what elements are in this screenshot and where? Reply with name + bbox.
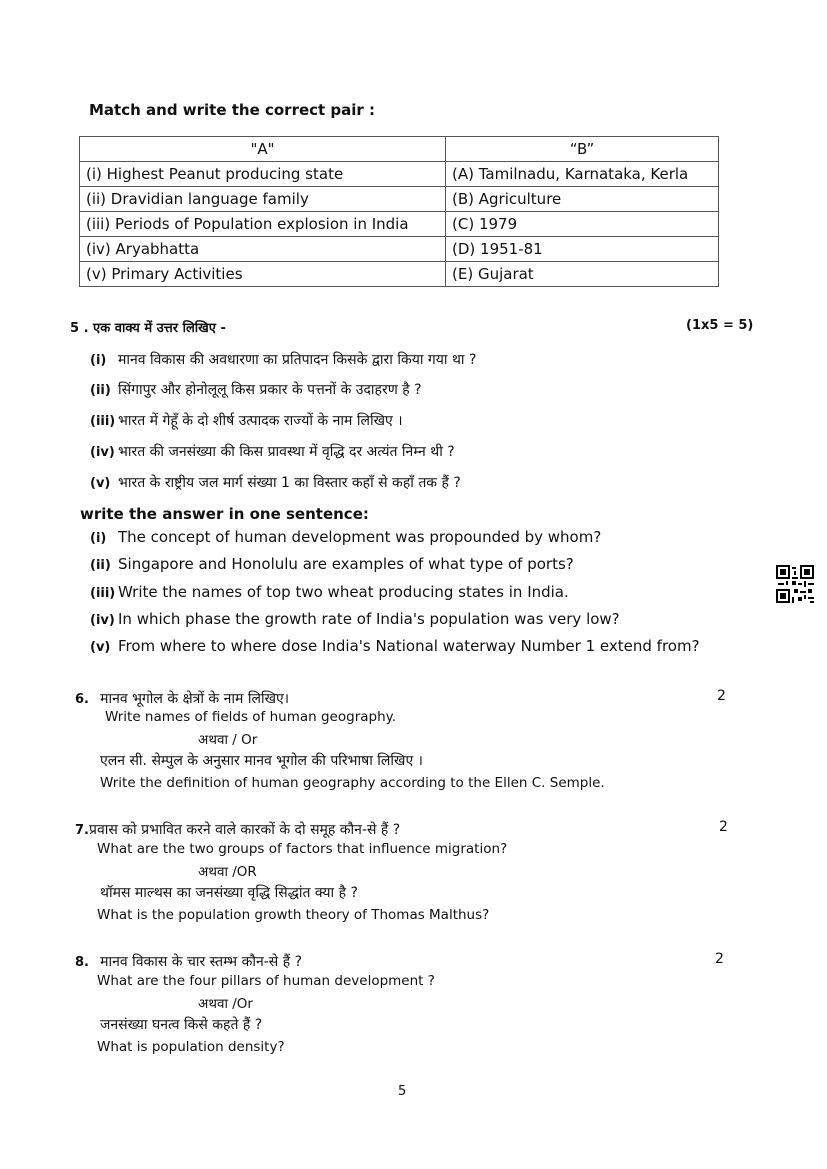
column-b-cell: (B) Agriculture	[446, 187, 719, 212]
or-separator: अथवा /Or	[198, 996, 253, 1012]
list-item	[90, 411, 403, 430]
item-text: In which phase the growth rate of India's population was very low?	[118, 610, 620, 628]
column-b-cell: (A) Tamilnadu, Karnataka, Kerla	[446, 162, 719, 187]
item-number: (ii)	[90, 558, 111, 573]
item-number: (i)	[90, 353, 107, 368]
list-item	[90, 610, 620, 628]
list-item	[90, 583, 569, 601]
table-row	[80, 187, 719, 212]
question-7-english: What are the two groups of factors that influence migration?	[97, 841, 508, 857]
question-hindi: मानव भूगोल के क्षेत्रों के नाम लिखिए।	[100, 691, 290, 707]
question-8-marks: 2	[715, 951, 724, 967]
question-8	[75, 951, 302, 971]
question-hindi: प्रवास को प्रभावित करने वाले कारकों के दो समूह कौन-से हैं ?	[88, 822, 401, 838]
qr-code-icon	[776, 565, 814, 603]
column-b-cell: (C) 1979	[446, 212, 719, 237]
item-text: Write the names of top two wheat producing states in India.	[118, 583, 569, 601]
match-table	[79, 136, 719, 287]
question-8-english: What are the four pillars of human development ?	[97, 973, 435, 989]
question-8-english-alt: What is population density?	[97, 1039, 285, 1055]
item-number: (iv)	[90, 613, 115, 628]
item-number: (iii)	[90, 586, 116, 601]
list-item	[90, 380, 422, 399]
match-table-header	[80, 137, 719, 162]
match-title: Match and write the correct pair :	[89, 101, 376, 119]
question-7	[75, 819, 400, 839]
question-hindi: मानव विकास के चार स्तम्भ कौन-से हैं ?	[100, 954, 303, 970]
item-number: (i)	[90, 531, 107, 546]
question-number: 7.	[75, 823, 89, 838]
english-section-title: write the answer in one sentence:	[80, 505, 369, 523]
column-a-cell: (i) Highest Peanut producing state	[80, 162, 446, 187]
question-6-english: Write names of fields of human geography.	[105, 709, 396, 725]
item-text: सिंगापुर और होनोलूलू किस प्रकार के पत्तनों के उदाहरण है ?	[118, 382, 422, 398]
column-a-cell: (v) Primary Activities	[80, 262, 446, 287]
item-text: भारत की जनसंख्या की किस प्रावस्था में वृद्धि दर अत्यंत निम्न थी ?	[118, 444, 455, 460]
question-6	[75, 688, 289, 708]
or-separator: अथवा /OR	[198, 864, 257, 880]
column-b-cell: (E) Gujarat	[446, 262, 719, 287]
table-row	[80, 237, 719, 262]
question-5-title: 5 . एक वाक्य में उत्तर लिखिए -	[70, 321, 226, 336]
item-text: भारत के राष्ट्रीय जल मार्ग संख्या 1 का विस्तार कहाँ से कहाँ तक हैं ?	[118, 475, 461, 491]
list-item	[90, 555, 574, 573]
item-text: मानव विकास की अवधारणा का प्रतिपादन किसके द्वारा किया गया था ?	[118, 352, 477, 368]
question-number: 6.	[75, 692, 89, 707]
item-text: The concept of human development was propounded by whom?	[118, 528, 602, 546]
question-6-marks: 2	[717, 688, 726, 704]
question-6-english-alt: Write the definition of human geography according to the Ellen C. Semple.	[100, 775, 605, 791]
page-number: 5	[398, 1084, 407, 1099]
list-item	[90, 350, 476, 369]
column-a-cell: (iii) Periods of Population explosion in India	[80, 212, 446, 237]
item-number: (ii)	[90, 383, 111, 398]
item-number: (v)	[90, 476, 111, 491]
column-a-cell: (iv) Aryabhatta	[80, 237, 446, 262]
item-text: From where to where dose India's National waterway Number 1 extend from?	[118, 637, 700, 655]
question-7-english-alt: What is the population growth theory of Thomas Malthus?	[97, 907, 490, 923]
column-a-cell: (ii) Dravidian language family	[80, 187, 446, 212]
question-number: 8.	[75, 955, 89, 970]
table-row	[80, 162, 719, 187]
column-b-cell: (D) 1951-81	[446, 237, 719, 262]
item-number: (iii)	[90, 414, 116, 429]
table-row	[80, 262, 719, 287]
column-a-header: "A"	[80, 137, 446, 162]
column-b-header: “B”	[446, 137, 719, 162]
question-7-hindi-alt: थॉमस माल्थस का जनसंख्या वृद्धि सिद्धांत क्या है ?	[100, 885, 358, 901]
item-text: भारत में गेहूँ के दो शीर्ष उत्पादक राज्यों के नाम लिखिए ।	[118, 413, 403, 429]
list-item	[90, 637, 700, 655]
question-8-hindi-alt: जनसंख्या घनत्व किसे कहते हैं ?	[100, 1017, 263, 1033]
or-separator: अथवा / Or	[198, 732, 258, 748]
list-item	[90, 528, 601, 546]
list-item	[90, 473, 461, 492]
table-row	[80, 212, 719, 237]
list-item	[90, 442, 455, 461]
question-7-marks: 2	[719, 819, 728, 835]
question-5-marks: (1x5 = 5)	[686, 318, 754, 333]
item-number: (iv)	[90, 445, 115, 460]
question-6-hindi-alt: एलन सी. सेम्पुल के अनुसार मानव भूगोल की परिभाषा लिखिए ।	[100, 753, 423, 769]
item-text: Singapore and Honolulu are examples of what type of ports?	[118, 555, 574, 573]
item-number: (v)	[90, 640, 111, 655]
